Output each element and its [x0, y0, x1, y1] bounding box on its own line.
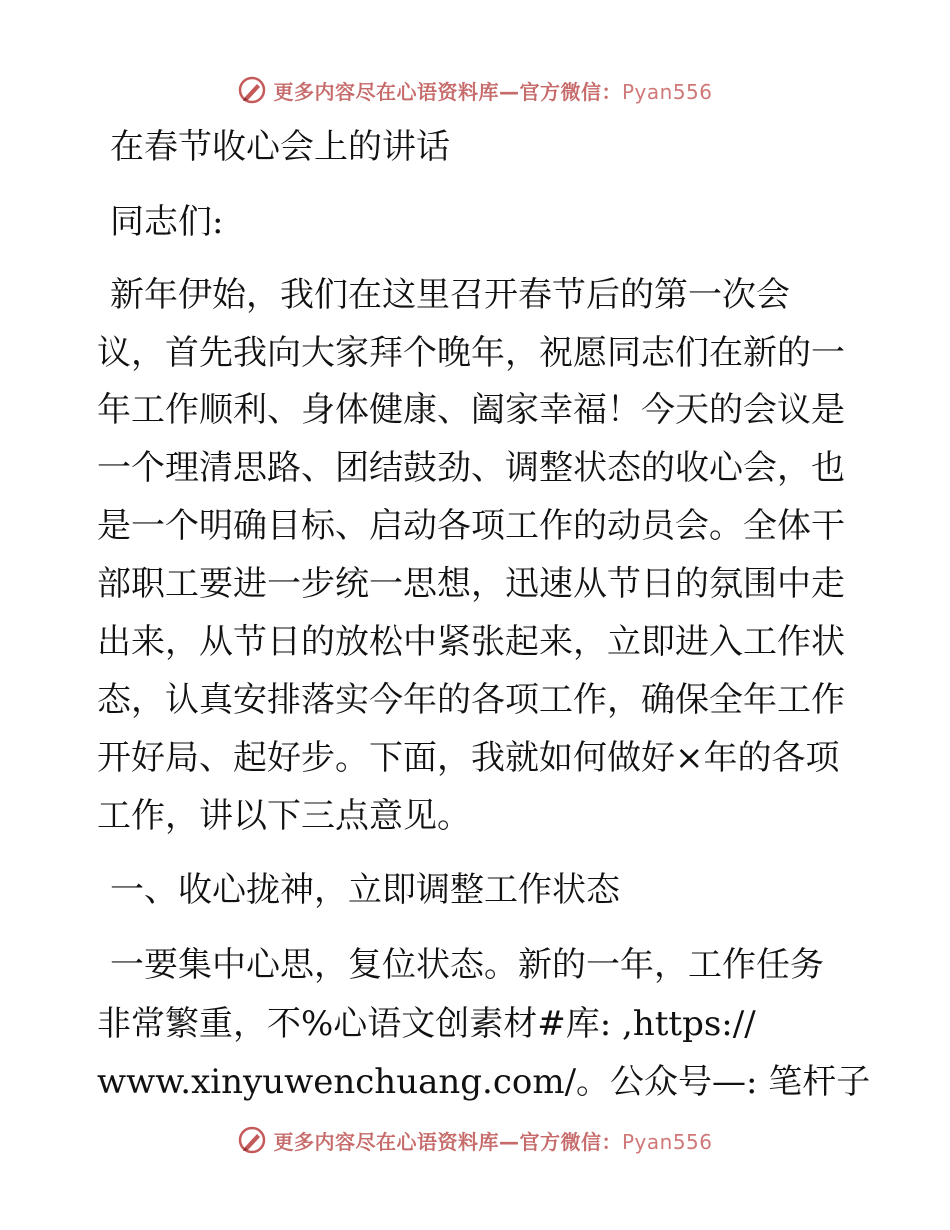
footer-watermark: [0, 1120, 950, 1160]
paragraph-line: 议，首先我向大家拜个晚年，祝愿同志们在新的一: [97, 333, 845, 373]
paragraph-line: 态，认真安排落实今年的各项工作，确保全年工作: [97, 680, 845, 720]
salutation: 同志们:: [110, 202, 224, 242]
pen-logo-icon: [237, 1125, 267, 1155]
paragraph-line: 出来，从节日的放松中紧张起来，立即进入工作状: [97, 622, 845, 662]
watermark-account: Pyan556: [621, 1129, 713, 1154]
paragraph-line: 一个理清思路、团结鼓劲、调整状态的收心会，也: [97, 448, 845, 488]
paragraph-line: 工作，讲以下三点意见。: [97, 796, 471, 836]
watermark-text: 更多内容尽在心语资料库—官方微信：Pyan556: [273, 1129, 713, 1154]
paragraph-line: 开好局、起好步。下面，我就如何做好×年的各项: [97, 738, 840, 778]
paragraph-line: 是一个明确目标、启动各项工作的动员会。全体干: [97, 506, 845, 546]
header-watermark: [0, 70, 950, 110]
watermark-text: 更多内容尽在心语资料库—官方微信：Pyan556: [273, 79, 713, 104]
paragraph-line: www.xinyuwenchuang.com/。公众号—: 笔杆子: [97, 1062, 871, 1102]
section-heading: 一、收心拢神，立即调整工作状态: [110, 870, 620, 910]
paragraph-line: 非常繁重，不%心语文创素材#库: ,https://: [97, 1004, 756, 1044]
paragraph-line: 新年伊始，我们在这里召开春节后的第一次会: [110, 275, 790, 315]
paragraph-line: 年工作顺利、身体健康、阖家幸福！今天的会议是: [97, 390, 845, 430]
watermark-account: Pyan556: [621, 79, 713, 104]
document-title: 在春节收心会上的讲话: [110, 127, 450, 167]
paragraph-line: 一要集中心思，复位状态。新的一年，工作任务: [110, 945, 824, 985]
paragraph-line: 部职工要进一步统一思想，迅速从节日的氛围中走: [97, 564, 845, 604]
pen-logo-icon: [237, 75, 267, 105]
